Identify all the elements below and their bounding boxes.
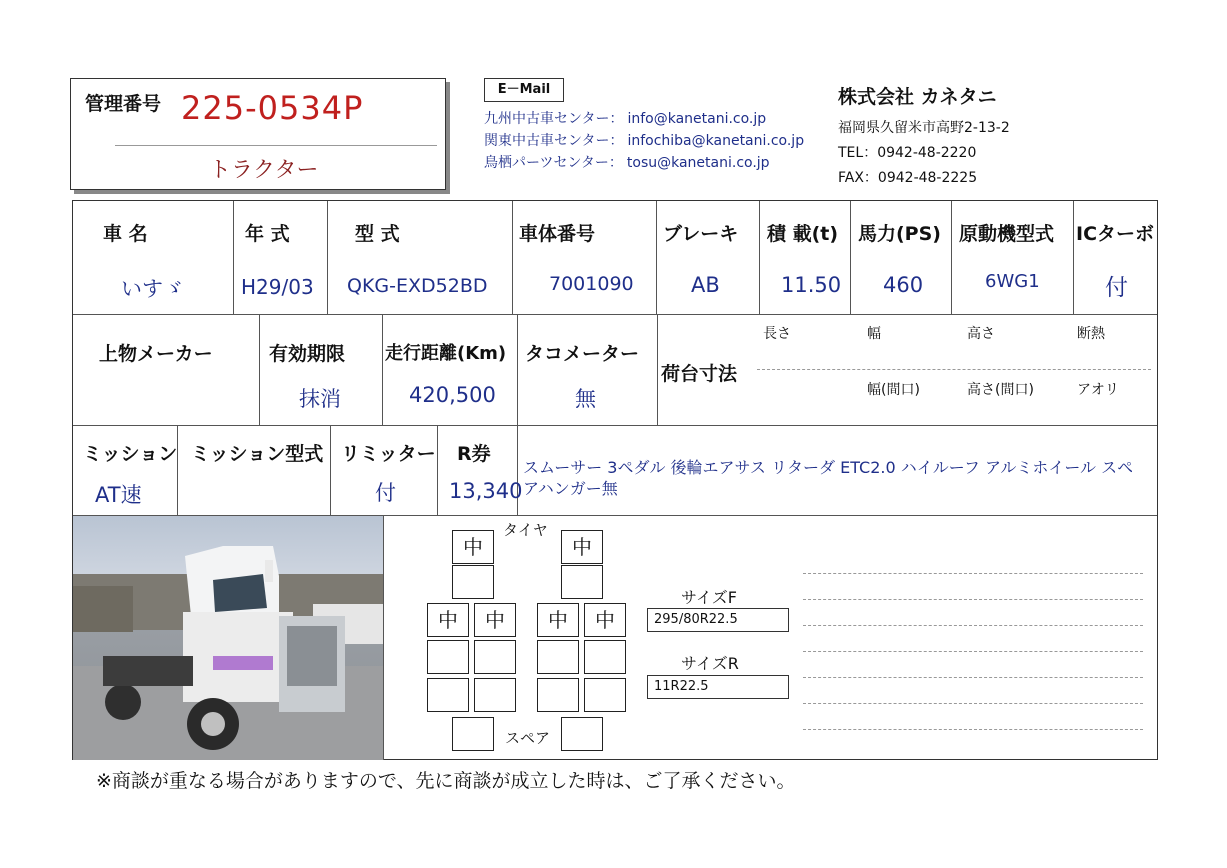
truck-photo <box>73 516 383 760</box>
email-address[interactable]: infochiba@kanetani.co.jp <box>627 133 805 149</box>
width-label: 幅 <box>867 326 881 342</box>
height-label: 高さ <box>967 326 995 342</box>
photo-divider <box>383 516 384 760</box>
limiter-value: 付 <box>375 481 396 505</box>
turbo-value: 付 <box>1105 275 1128 301</box>
col-divider <box>657 314 658 425</box>
tire-front-right-2 <box>561 565 603 599</box>
tire-rear3-right-inner <box>537 678 579 712</box>
r-ticket-value: 13,340 <box>449 479 523 503</box>
tire-rear3-left-inner <box>474 678 516 712</box>
tire-rear2-right-outer <box>584 640 626 674</box>
tire-front-right: 中 <box>561 530 603 564</box>
size-r-value: 11R22.5 <box>647 675 789 699</box>
tire-spare-right <box>561 717 603 751</box>
footer-note: ※商談が重なる場合がありますので、先に商談が成立した時は、ご了承ください。 <box>96 770 796 792</box>
model-value: QKG-EXD52BD <box>347 275 488 297</box>
email-address[interactable]: tosu@kanetani.co.jp <box>626 155 770 171</box>
mileage-value: 420,500 <box>409 383 496 407</box>
email-center: 関東中古車センター： <box>484 133 624 149</box>
tire-front-left-2 <box>452 565 494 599</box>
size-f-value: 295/80R22.5 <box>647 608 789 632</box>
col-divider <box>233 201 234 314</box>
brake-value: AB <box>691 273 720 297</box>
tacho-header: タコメーター <box>525 343 640 365</box>
cargo-dash-line <box>757 369 1151 370</box>
col-divider <box>517 314 518 425</box>
mission-header: ミッション <box>83 443 178 465</box>
company-address: 福岡県久留米市高野2-13-2 <box>838 120 1010 136</box>
size-r-label: サイズR <box>681 654 739 673</box>
col-divider <box>656 201 657 314</box>
company-fax: FAX：0942-48-2225 <box>838 170 978 186</box>
vin-value: 7001090 <box>549 273 634 295</box>
tire-front-left: 中 <box>452 530 494 564</box>
load-value: 11.50 <box>781 273 842 297</box>
email-line-tosu <box>484 152 804 174</box>
tire-rear3-left-outer <box>427 678 469 712</box>
width-opening-label: 幅(間口) <box>867 382 920 398</box>
tire-rear1-left-inner: 中 <box>474 603 516 637</box>
email-line-kyushu <box>484 108 804 130</box>
turbo-header: ICターボ <box>1076 223 1155 245</box>
limiter-header: リミッター <box>341 443 436 465</box>
col-divider <box>759 201 760 314</box>
company-block <box>838 82 1010 187</box>
body-maker-header: 上物メーカー <box>99 343 213 365</box>
category-label: トラクター <box>209 158 319 183</box>
note-line <box>803 677 1143 678</box>
note-line <box>803 703 1143 704</box>
maker-value: いすゞ <box>121 277 184 301</box>
insulation-label: 断熱 <box>1077 326 1105 342</box>
tire-title: タイヤ <box>503 521 548 539</box>
engine-header: 原動機型式 <box>959 223 1055 245</box>
col-divider <box>259 314 260 425</box>
cargo-size-header: 荷台寸法 <box>661 363 738 385</box>
spec-table <box>72 200 1158 760</box>
company-name: 株式会社 カネタニ <box>838 86 997 108</box>
maker-header: 車 名 <box>103 223 148 245</box>
model-header: 型 式 <box>355 223 400 245</box>
engine-value: 6WG1 <box>985 271 1040 292</box>
hp-value: 460 <box>883 273 924 297</box>
row-divider <box>73 425 1157 426</box>
note-line <box>803 729 1143 730</box>
tire-rear3-right-outer <box>584 678 626 712</box>
tacho-value: 無 <box>575 387 596 411</box>
hp-header: 馬力(PS) <box>858 223 941 245</box>
r-ticket-header: R券 <box>457 443 491 465</box>
year-header: 年 式 <box>245 223 290 245</box>
validity-header: 有効期限 <box>269 343 346 365</box>
tire-rear1-right-inner: 中 <box>537 603 579 637</box>
mileage-header: 走行距離(Km) <box>385 343 507 364</box>
col-divider <box>330 425 331 515</box>
company-tel: TEL：0942-48-2220 <box>838 145 977 161</box>
note-line <box>803 651 1143 652</box>
col-divider <box>1073 201 1074 314</box>
side-panel-label: アオリ <box>1077 382 1119 398</box>
col-divider <box>850 201 851 314</box>
tire-rear2-left-inner <box>474 640 516 674</box>
col-divider <box>382 314 383 425</box>
management-number: 225-0534P <box>181 89 364 127</box>
vin-header: 車体番号 <box>519 223 596 245</box>
length-label: 長さ <box>763 326 791 342</box>
note-line <box>803 625 1143 626</box>
email-address[interactable]: info@kanetani.co.jp <box>627 111 767 127</box>
height-opening-label: 高さ(間口) <box>967 382 1034 398</box>
col-divider <box>512 201 513 314</box>
note-line <box>803 573 1143 574</box>
size-f-label: サイズF <box>681 588 737 607</box>
email-badge <box>484 78 564 102</box>
col-divider <box>437 425 438 515</box>
truck-illustration <box>73 516 383 760</box>
management-box <box>70 78 446 190</box>
options-text: スムーサー 3ペダル 後輪エアサス リターダ ETC2.0 ハイルーフ アルミホイール スペアハンガー無 <box>523 458 1134 498</box>
spare-label: スペア <box>505 729 551 747</box>
email-center: 九州中古車センター： <box>484 111 624 127</box>
load-header: 積 載(t) <box>767 223 839 245</box>
email-center: 鳥栖パーツセンター： <box>484 155 623 171</box>
tire-rear1-left-outer: 中 <box>427 603 469 637</box>
row-divider <box>73 314 1157 315</box>
management-divider <box>115 145 437 146</box>
email-badge-label: E－Mail <box>497 82 551 97</box>
col-divider <box>951 201 952 314</box>
tire-spare-left <box>452 717 494 751</box>
year-value: H29/03 <box>241 275 314 299</box>
management-label: 管理番号 <box>85 93 162 115</box>
tire-rear2-right-inner <box>537 640 579 674</box>
brake-header: ブレーキ <box>663 223 739 245</box>
mission-type-header: ミッション型式 <box>191 443 324 465</box>
email-list <box>484 108 804 174</box>
note-line <box>803 599 1143 600</box>
col-divider <box>327 201 328 314</box>
tire-rear1-right-outer: 中 <box>584 603 626 637</box>
validity-value: 抹消 <box>299 387 341 411</box>
tire-rear2-left-outer <box>427 640 469 674</box>
mission-value: AT速 <box>95 483 142 507</box>
email-line-kanto <box>484 130 804 152</box>
